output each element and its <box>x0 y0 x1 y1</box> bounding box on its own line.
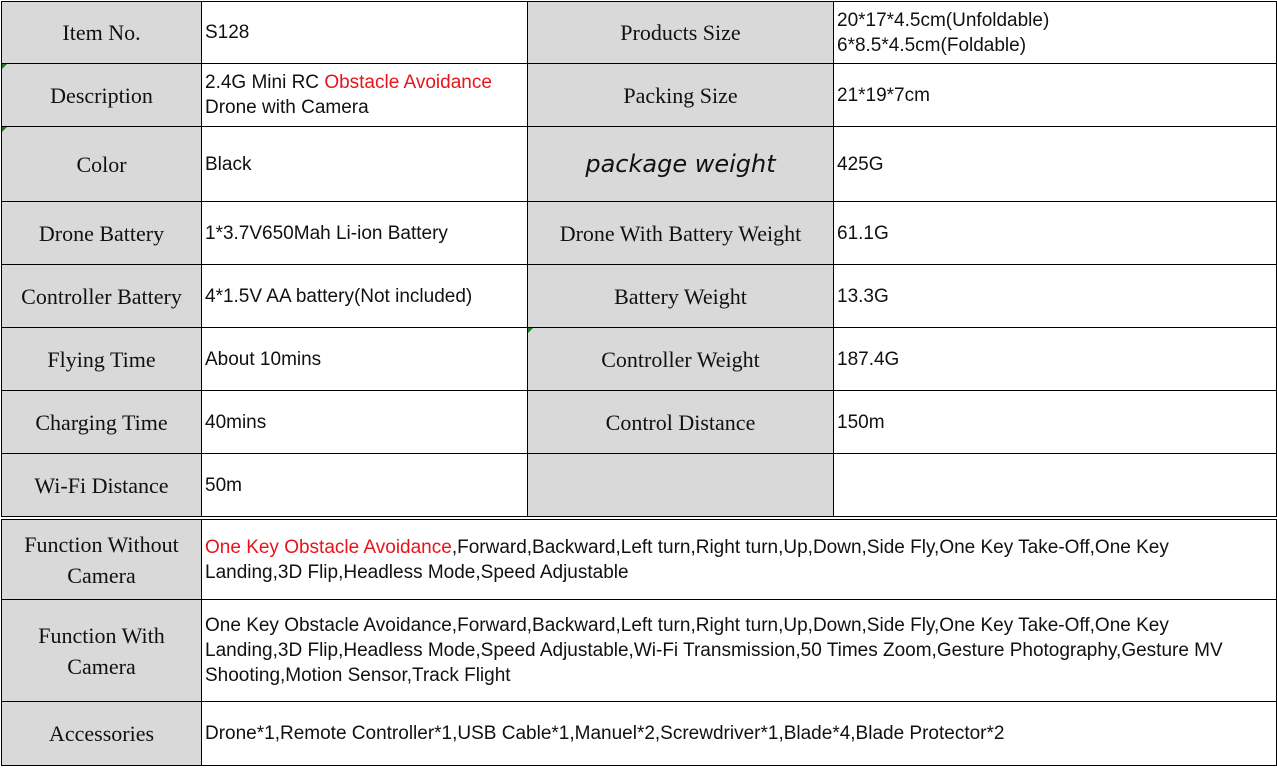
table-row <box>2 328 1277 391</box>
item-no-label: Item No. <box>2 2 202 64</box>
products-size-label: Products Size <box>528 2 834 64</box>
description-label: Description <box>2 64 202 127</box>
color-label: Color <box>2 127 202 202</box>
drone-battery-label: Drone Battery <box>2 202 202 265</box>
description-text-line2: Drone with Camera <box>205 97 369 118</box>
accessories-value: Drone*1,Remote Controller*1,USB Cable*1,Manuel*2,Screwdriver*1,Blade*4,Blade Protector*2 <box>202 702 1277 766</box>
wifi-distance-value: 50m <box>202 454 528 517</box>
controller-weight-label: Controller Weight <box>528 328 834 391</box>
cell-comment-marker <box>2 127 7 132</box>
function-with-camera-label: Function With Camera <box>2 600 202 702</box>
description-highlight: Obstacle Avoidance <box>324 72 492 93</box>
control-distance-value: 150m <box>834 391 1277 454</box>
cell-comment-marker <box>2 64 7 69</box>
table-row <box>2 2 1277 64</box>
controller-weight-value: 187.4G <box>834 328 1277 391</box>
item-no-value: S128 <box>202 2 528 64</box>
function-without-camera-value: One Key Obstacle Avoidance,Forward,Backward,Left turn,Right turn,Up,Down,Side Fly,One Key Take-Off,One Key Landing,3D Flip,Headless Mode,Speed Adjustable <box>202 520 1277 600</box>
package-weight-label: package weight <box>528 127 834 202</box>
table-row <box>2 600 1277 702</box>
packing-size-label: Packing Size <box>528 64 834 127</box>
charging-time-value: 40mins <box>202 391 528 454</box>
description-value <box>202 64 528 127</box>
accessories-label: Accessories <box>2 702 202 766</box>
controller-battery-label: Controller Battery <box>2 265 202 328</box>
battery-weight-label: Battery Weight <box>528 265 834 328</box>
spec-table <box>1 1 1277 766</box>
battery-weight-value: 13.3G <box>834 265 1277 328</box>
empty-label-cell <box>528 454 834 517</box>
flying-time-label: Flying Time <box>2 328 202 391</box>
function-without-camera-label: Function Without Camera <box>2 520 202 600</box>
drone-with-battery-weight-label: Drone With Battery Weight <box>528 202 834 265</box>
wifi-distance-label: Wi-Fi Distance <box>2 454 202 517</box>
function-with-camera-value: One Key Obstacle Avoidance,Forward,Backward,Left turn,Right turn,Up,Down,Side Fly,One Key Take-Off,One Key Landing,3D Flip,Headless Mode,Speed Adjustable,Wi-Fi Transmission,50 Times Zoom,Gesture Photography,Gesture MV Shooting,Motion Sensor,Track Flight <box>202 600 1277 702</box>
products-size-unfoldable: 20*17*4.5cm(Unfoldable) <box>837 9 1050 31</box>
color-value: Black <box>202 127 528 202</box>
controller-battery-value: 4*1.5V AA battery(Not included) <box>202 265 528 328</box>
table-row <box>2 520 1277 600</box>
flying-time-value: About 10mins <box>202 328 528 391</box>
table-row <box>2 127 1277 202</box>
package-weight-value: 425G <box>834 127 1277 202</box>
table-row <box>2 454 1277 517</box>
drone-with-battery-weight-value: 61.1G <box>834 202 1277 265</box>
products-size-value <box>834 2 1277 64</box>
table-row <box>2 702 1277 766</box>
control-distance-label: Control Distance <box>528 391 834 454</box>
drone-battery-value: 1*3.7V650Mah Li-ion Battery <box>202 202 528 265</box>
table-row <box>2 265 1277 328</box>
empty-value-cell <box>834 454 1277 517</box>
products-size-foldable: 6*8.5*4.5cm(Foldable) <box>837 34 1027 56</box>
function-highlight: One Key Obstacle Avoidance <box>205 536 452 558</box>
charging-time-label: Charging Time <box>2 391 202 454</box>
table-row <box>2 391 1277 454</box>
table-row <box>2 202 1277 265</box>
description-text: 2.4G Mini RC <box>205 72 325 93</box>
packing-size-value: 21*19*7cm <box>834 64 1277 127</box>
table-row <box>2 64 1277 127</box>
cell-comment-marker <box>528 328 533 333</box>
